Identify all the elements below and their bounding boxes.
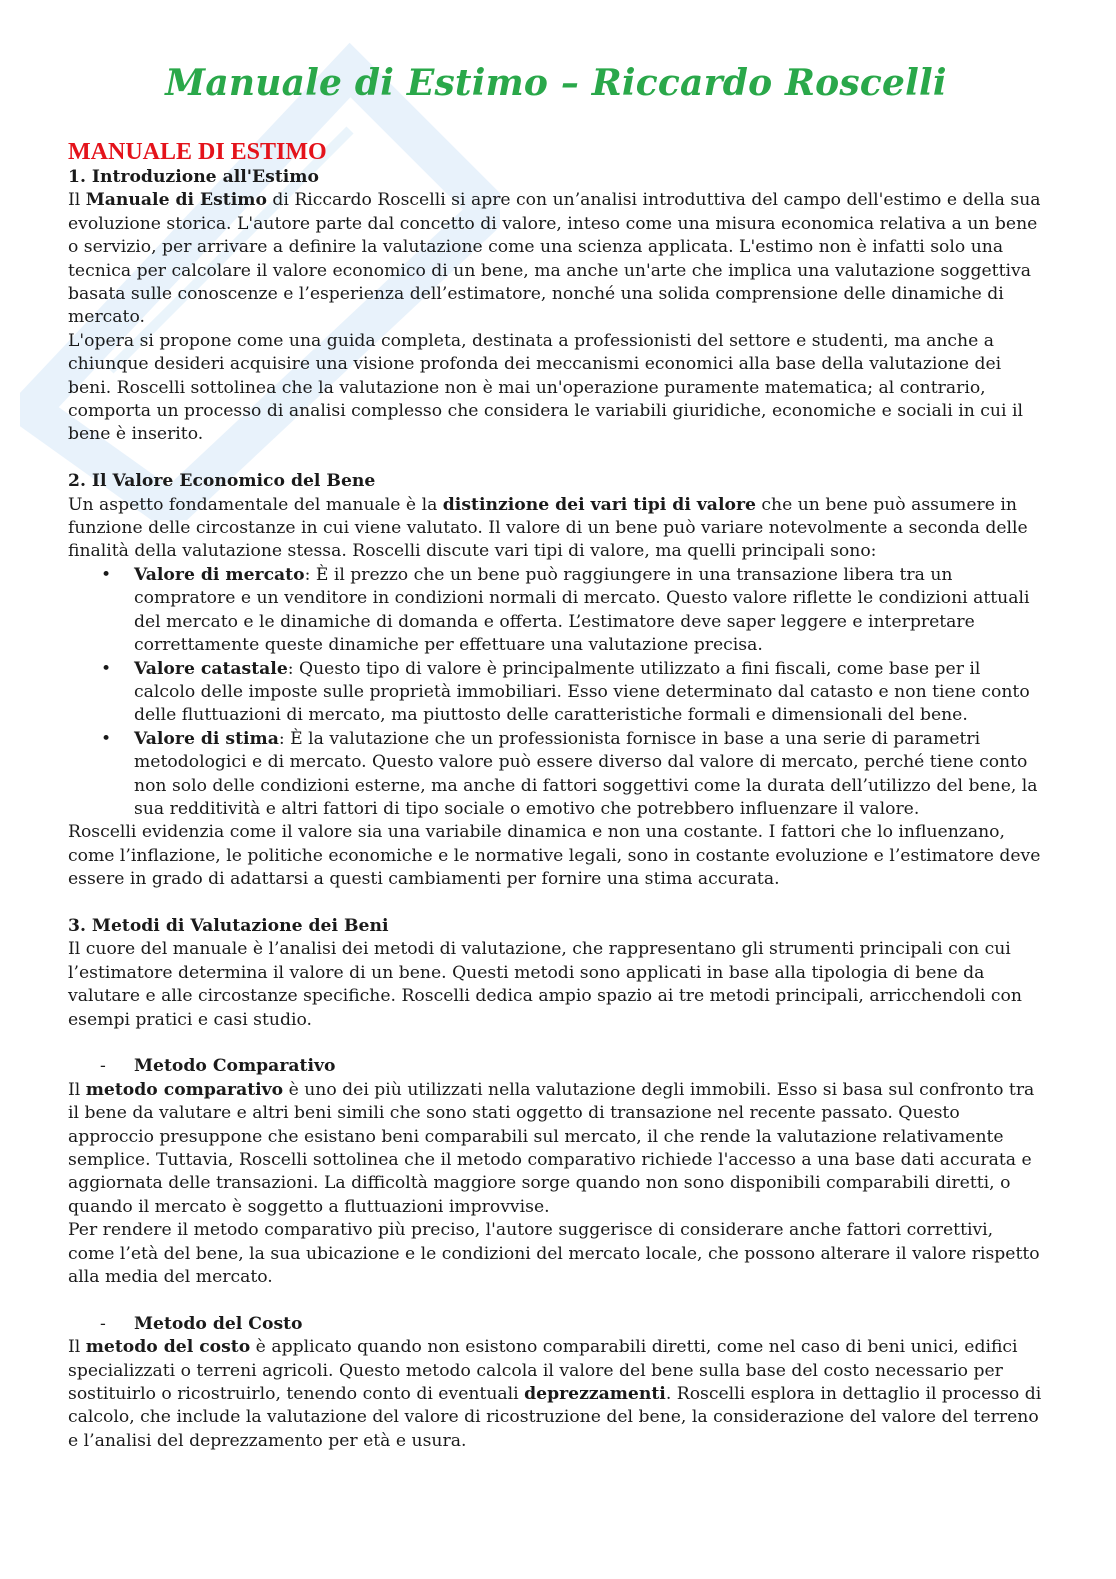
- section-3-title: 3. Metodi di Valutazione dei Beni: [68, 915, 389, 936]
- bold-term: deprezzamenti: [524, 1384, 666, 1405]
- bold-term: distinzione dei vari tipi di valore: [442, 494, 756, 515]
- dash-icon: -: [100, 1056, 106, 1077]
- bullet-icon: •: [101, 728, 112, 749]
- bold-term: Manuale di Estimo: [85, 190, 267, 211]
- section-1-paragraph-1: Il Manuale di Estimo di Riccardo Roscelli si apre con un’analisi introduttiva del campo dell'estimo e della sua evoluzione storica. L'autore parte dal concetto di valore, inteso come una misura economica relativa a un bene o servizio, per arrivare a definire la valutazione come una scienza applicata. L'estimo non è infatti solo una tecnica per calcolare il valore economico di un bene, ma anche un'arte che implica una valutazione soggettiva basata sulle conoscenze e l’esperienza dell’estimatore, nonché una solida comprensione delle dinamiche di mercato.: [68, 190, 1041, 328]
- section-3-paragraph-1: Il cuore del manuale è l’analisi dei metodi di valutazione, che rappresentano gli strumenti principali con cui l’estimatore determina il valore di un bene. Questi metodi sono applicati in base alla tipologia di bene da valutare e alle circostanze specifiche. Roscelli dedica ampio spazio ai tre metodi principali, arricchendoli con esempi pratici e casi studio.: [68, 939, 1022, 1030]
- method-costo-title: - Metodo del Costo: [68, 1313, 1044, 1336]
- value-types-list: [68, 564, 1044, 821]
- dash-icon: -: [100, 1313, 106, 1334]
- bullet-icon: •: [101, 564, 112, 585]
- section-2-title: 2. Il Valore Economico del Bene: [68, 471, 376, 492]
- main-heading: MANUALE DI ESTIMO: [68, 139, 327, 165]
- bold-term: metodo comparativo: [85, 1079, 284, 1100]
- document-title: Manuale di Estimo – Riccardo Roscelli: [165, 62, 947, 104]
- list-item: • Valore catastale: Questo tipo di valore è principalmente utilizzato a fini fiscali, come base per il calcolo delle imposte sulle proprietà immobiliari. Esso viene determinato dal catasto e non tiene conto delle fluttuazioni di mercato, ma piuttosto delle caratteristiche formali e dimensionali del bene.: [101, 658, 1030, 726]
- list-item: • Valore di mercato: È il prezzo che un bene può raggiungere in una transazione libera tra un compratore e un venditore in condizioni normali di mercato. Questo valore riflette le condizioni attuali del mercato e le dinamiche di domanda e offerta. L’estimatore deve saper leggere e interpretare correttamente queste dinamiche per effettuare una valutazione precisa.: [101, 564, 1030, 656]
- bold-term: metodo del costo: [85, 1337, 251, 1358]
- section-1-title: 1. Introduzione all'Estimo: [68, 167, 319, 187]
- method-comparativo-title: - Metodo Comparativo: [68, 1055, 1044, 1078]
- section-1-paragraph-2: L'opera si propone come una guida completa, destinata a professionisti del settore e studenti, ma anche a chiunque desideri acquisire una visione profonda dei meccanismi economici alla base della valutazione dei beni. Roscelli sottolinea che la valutazione non è mai un'operazione puramente matematica; al contrario, comporta un processo di analisi complesso che considera le variabili giuridiche, economiche e sociali in cui il bene è inserito.: [68, 330, 1023, 445]
- section-2-paragraph-2: Roscelli evidenzia come il valore sia una variabile dinamica e non una costante. I fattori che lo influenzano, come l’inflazione, le politiche economiche e le normative legali, sono in costante evoluzione e l’estimatore deve essere in grado di adattarsi a questi cambiamenti per fornire una stima accurata.: [68, 822, 1041, 890]
- section-2-paragraph-1: Un aspetto fondamentale del manuale è la distinzione dei vari tipi di valore che un bene può assumere in funzione delle circostanze in cui viene valutato. Il valore di un bene può variare notevolmente a seconda delle finalità della valutazione stessa. Roscelli discute vari tipi di valore, ma quelli principali sono:: [68, 494, 1028, 562]
- comparativo-paragraph-2: Per rendere il metodo comparativo più preciso, l'autore suggerisce di considerare anche fattori correttivi, come l’età del bene, la sua ubicazione e le condizioni del mercato locale, che possono alterare il valore rispetto alla media del mercato.: [68, 1220, 1040, 1288]
- bullet-icon: •: [101, 658, 112, 679]
- costo-paragraph-1: Il metodo del costo è applicato quando non esistono comparabili diretti, come nel caso di beni unici, edifici specializzati o terreni agricoli. Questo metodo calcola il valore del bene sulla base del costo necessario per sostituirlo o ricostruirlo, tenendo conto di eventuali deprezzamenti. Roscelli esplora in dettaglio il processo di calcolo, che include la valutazione del valore di ricostruzione del bene, la considerazione del valore del terreno e l’analisi del deprezzamento per età e usura.: [68, 1337, 1042, 1451]
- comparativo-paragraph-1: Il metodo comparativo è uno dei più utilizzati nella valutazione degli immobili. Esso si basa sul confronto tra il bene da valutare e altri beni simili che sono stati oggetto di transazione nel recente passato. Questo approccio presuppone che esistano beni comparabili sul mercato, il che rende la valutazione relativamente semplice. Tuttavia, Roscelli sottolinea che il metodo comparativo richiede l'accesso a una base dati accurata e aggiornata delle transazioni. La difficoltà maggiore sorge quando non sono disponibili comparabili diretti, o quando il mercato è soggetto a fluttuazioni improvvise.: [68, 1079, 1035, 1217]
- list-item: • Valore di stima: È la valutazione che un professionista fornisce in base a una serie di parametri metodologici e di mercato. Questo valore può essere diverso dal valore di mercato, perché tiene conto non solo delle condizioni esterne, ma anche di fattori soggettivi come la durata dell’utilizzo del bene, la sua redditività e altri fattori di tipo sociale o emotivo che potrebbero influenzare il valore.: [101, 728, 1038, 819]
